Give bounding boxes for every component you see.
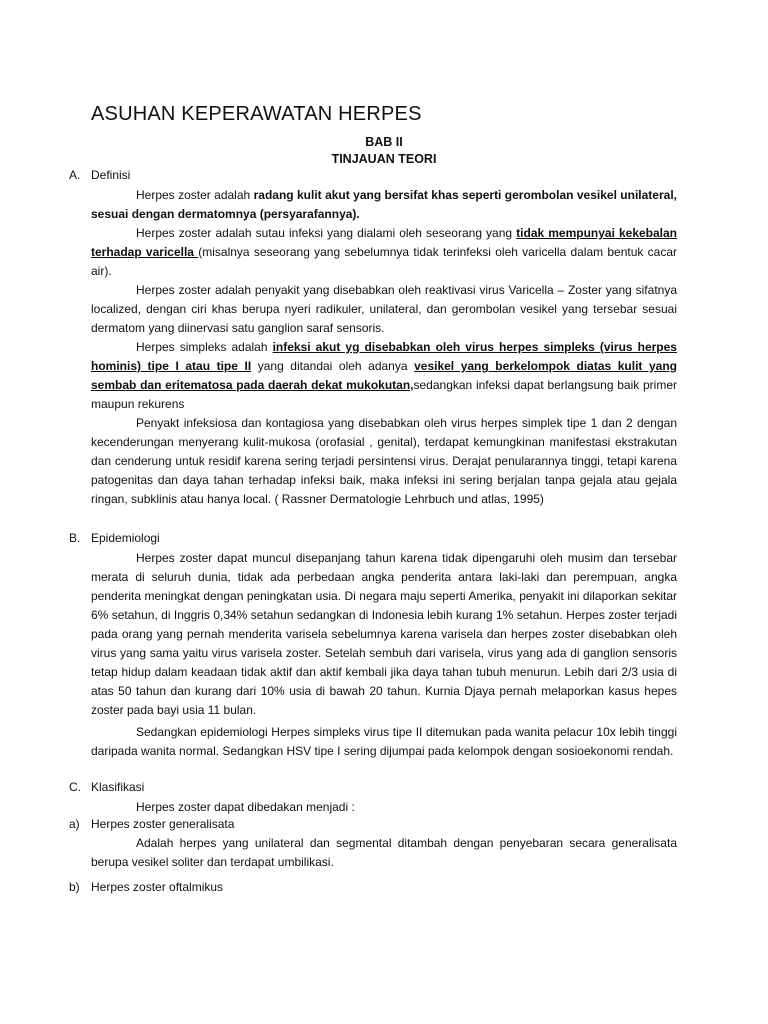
section-title: Definisi: [91, 168, 131, 182]
section-b-heading: [69, 531, 160, 545]
list-marker: a): [69, 817, 80, 831]
classification-item-a: [69, 817, 234, 831]
list-item-label: Herpes zoster generalisata: [91, 817, 235, 831]
section-a-heading: [69, 168, 130, 182]
section-c-heading: [69, 780, 144, 794]
epidemiology-paragraph-1: Herpes zoster dapat muncul disepanjang tahun karena tidak dipengaruhi oleh musim dan tersebar merata di seluruh dunia, tidak ada perbedaan angka penderita antara laki-laki dan perempuan, angka penderita meningkat dengan peningkatan usia. Di negara maju seperti Amerika, penyakit ini dilaporkan sekitar 6% setahun, di Inggris 0,34% setahun sedangkan di Indonesia lebih kurang 1% setahun. Herpes zoster terjadi pada orang yang pernah menderita varisela sebelumnya karena varisela dan herpes zoster disebabkan oleh virus yang sama yaitu virus varisela zoster. Setelah sembuh dari varisela, virus yang ada di ganglion sensoris tetap hidup dalam keadaan tidak aktif dan aktif kembali jika daya tahan tubuh menurun. Lebih dari 2/3 usia di atas 50 tahun dan kurang dari 10% usia di bawah 20 tahun. Kurnia Djaya pernah melaporkan kasus hepes zoster pada bayi usia 11 bulan.: [91, 551, 677, 717]
list-item-label: Herpes zoster oftalmikus: [91, 880, 224, 894]
emphasis-text: radang kulit akut yang bersifat khas seperti gerombolan vesikel unilateral, sesuai dengan dermatomnya (persyarafannya).: [91, 188, 677, 221]
section-letter: A.: [69, 168, 81, 182]
emphasis-text: infeksi akut yg disebabkan oleh virus herpes simpleks (virus herpes hominis) tipe I atau tipe II: [91, 340, 677, 373]
definition-paragraph-2: Herpes zoster adalah sutau infeksi yang dialami oleh seseorang yang tidak mempunyai kekebalan terhadap varicella (misalnya seseorang yang sebelumnya tidak terinfeksi oleh varicella dalam bentuk cacar air).: [91, 226, 678, 278]
classification-item-b: [69, 880, 223, 894]
definition-paragraph-3: Herpes zoster adalah penyakit yang disebabkan oleh reaktivasi virus Varicella – Zoster yang sifatnya localized, dengan ciri khas berupa nyeri radikuler, unilateral, dan gerombolan vesikel yang tersebar sesuai dermatom yang diinervasi satu ganglion saraf sensoris.: [91, 283, 677, 335]
section-title: Klasifikasi: [91, 780, 145, 794]
definition-paragraph-4: Herpes simpleks adalah infeksi akut yg disebabkan oleh virus herpes simpleks (virus herpes hominis) tipe I atau tipe II yang ditandai oleh adanya vesikel yang berkelompok diatas kulit yang sembab dan eritematosa pada daerah dekat mukokutan,sedangkan infeksi dapat berlangsung baik primer maupun rekurens: [91, 340, 677, 411]
classification-item-a-text: Adalah herpes yang unilateral dan segmental ditambah dengan penyebaran secara generalisata berupa vesikel soliter dan terdapat umbilikasi.: [91, 836, 677, 869]
section-letter: C.: [69, 780, 81, 794]
emphasis-text: vesikel yang berkelompok diatas kulit yang sembab dan eritematosa pada daerah dekat mukokutan,: [91, 359, 677, 392]
section-letter: B.: [69, 531, 81, 545]
document-title: ASUHAN KEPERAWATAN HERPES: [91, 103, 422, 125]
definition-paragraph-5: Penyakt infeksiosa dan kontagiosa yang disebabkan oleh virus herpes simplek tipe 1 dan 2 dengan kecenderungan menyerang kulit-mukosa (orofasial , genital), terdapat kemungkinan manifestasi ekstrakutan dan cenderung untuk residif karena sering terjadi persintensi virus. Derajat penularannya tinggi, tetapi karena patogenitas dan daya tahan terhadap infeksi baik, maka infeksi ini sering berjalan tanpa gejala atau gejala ringan, subklinis atau hanya local. ( Rassner Dermatologie Lehrbuch und atlas, 1995): [91, 416, 677, 506]
section-title: Epidemiologi: [91, 531, 160, 545]
chapter-label: BAB II: [365, 135, 403, 149]
definition-paragraph-1: Herpes zoster adalah radang kulit akut yang bersifat khas seperti gerombolan vesikel unilateral, sesuai dengan dermatomnya (persyarafannya).: [91, 188, 677, 221]
list-marker: b): [69, 880, 80, 894]
chapter-subtitle: TINJAUAN TEORI: [331, 152, 437, 166]
emphasis-text: tidak mempunyai kekebalan terhadap varicella: [91, 226, 678, 259]
epidemiology-paragraph-2: Sedangkan epidemiologi Herpes simpleks virus tipe II ditemukan pada wanita pelacur 10x lebih tinggi daripada wanita normal. Sedangkan HSV tipe I sering dijumpai pada kelompok dengan sosioekonomi rendah.: [91, 725, 677, 758]
classification-intro: Herpes zoster dapat dibedakan menjadi :: [136, 800, 355, 814]
